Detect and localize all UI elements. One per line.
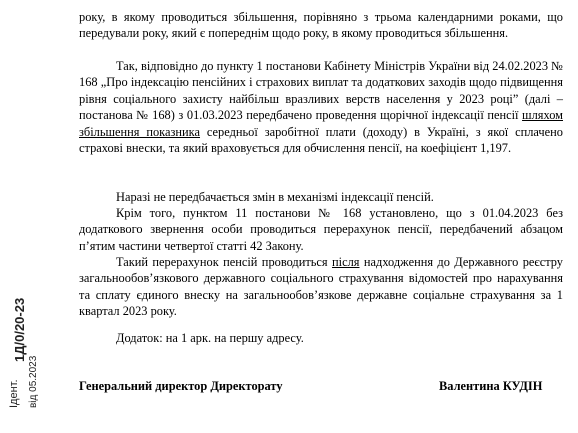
paragraph-1: року, в якому проводиться збільшення, порівняно з трьома календарними роками, що передували року, який є попереднім щодо року, в якому проводиться збільшення. <box>79 10 563 41</box>
paragraph-5-text-a: Такий перерахунок пенсій проводиться <box>116 255 333 269</box>
signatory-name: Валентина КУДІН <box>439 379 543 393</box>
paragraph-2-text-b: середньої заробітної плати (доходу) в Україні, з якої сплачено страхові внески, та який враховується для обчислення пенсії, на коефіцієнт 1,197. <box>79 124 563 156</box>
paragraph-2-text-a: Так, відповідно до пункту 1 постанови Кабінету Міністрів України від 24.02.2023 № 168 „Про індексацію пенсійних і страхових виплат та додаткових заходів щодо підвищення рівня соціального захисту найбільш вразливих верств населення у 2023 році” (далі – постанова № 168) з 01.03.2023 передбачено проведення щорічної індексації пенсії <box>79 59 563 123</box>
paragraph-5-underlined: після <box>332 255 360 269</box>
paragraph-3: Наразі не передбачається змін в механізмі індексації пенсій. <box>116 190 434 204</box>
paragraph-4: Крім того, пунктом 11 постанови № 168 установлено, що з 01.04.2023 без додаткового звернення особи проводиться перерахунок пенсії, передбачений абзацом п’ятим частини четвертої статті 42 Закону. <box>79 206 563 253</box>
paragraph-2-underlined: шляхом збільшення показника <box>79 108 563 139</box>
paragraph-2 <box>79 58 563 156</box>
margin-stamp-line-c: від 05.2023 <box>28 355 39 408</box>
margin-registration-stamp <box>0 0 60 433</box>
enclosure-note: Додаток: на 1 арк. на першу адресу. <box>116 331 304 345</box>
margin-stamp-line-a: Ідент. <box>8 379 20 408</box>
margin-stamp-line-b: 1Д/0/20-23 <box>12 297 27 362</box>
signatory-position: Генеральний директор Директорату <box>79 379 283 393</box>
paragraph-5-text-b: надходження до Державного реєстру загальнообов’язкового державного соціального страхування відомостей про нарахування та сплату єдиного внеску на загальнообов’язкове державне соціальне страхування за 1 квартал 2023 року. <box>79 255 563 319</box>
paragraph-5 <box>79 254 563 320</box>
